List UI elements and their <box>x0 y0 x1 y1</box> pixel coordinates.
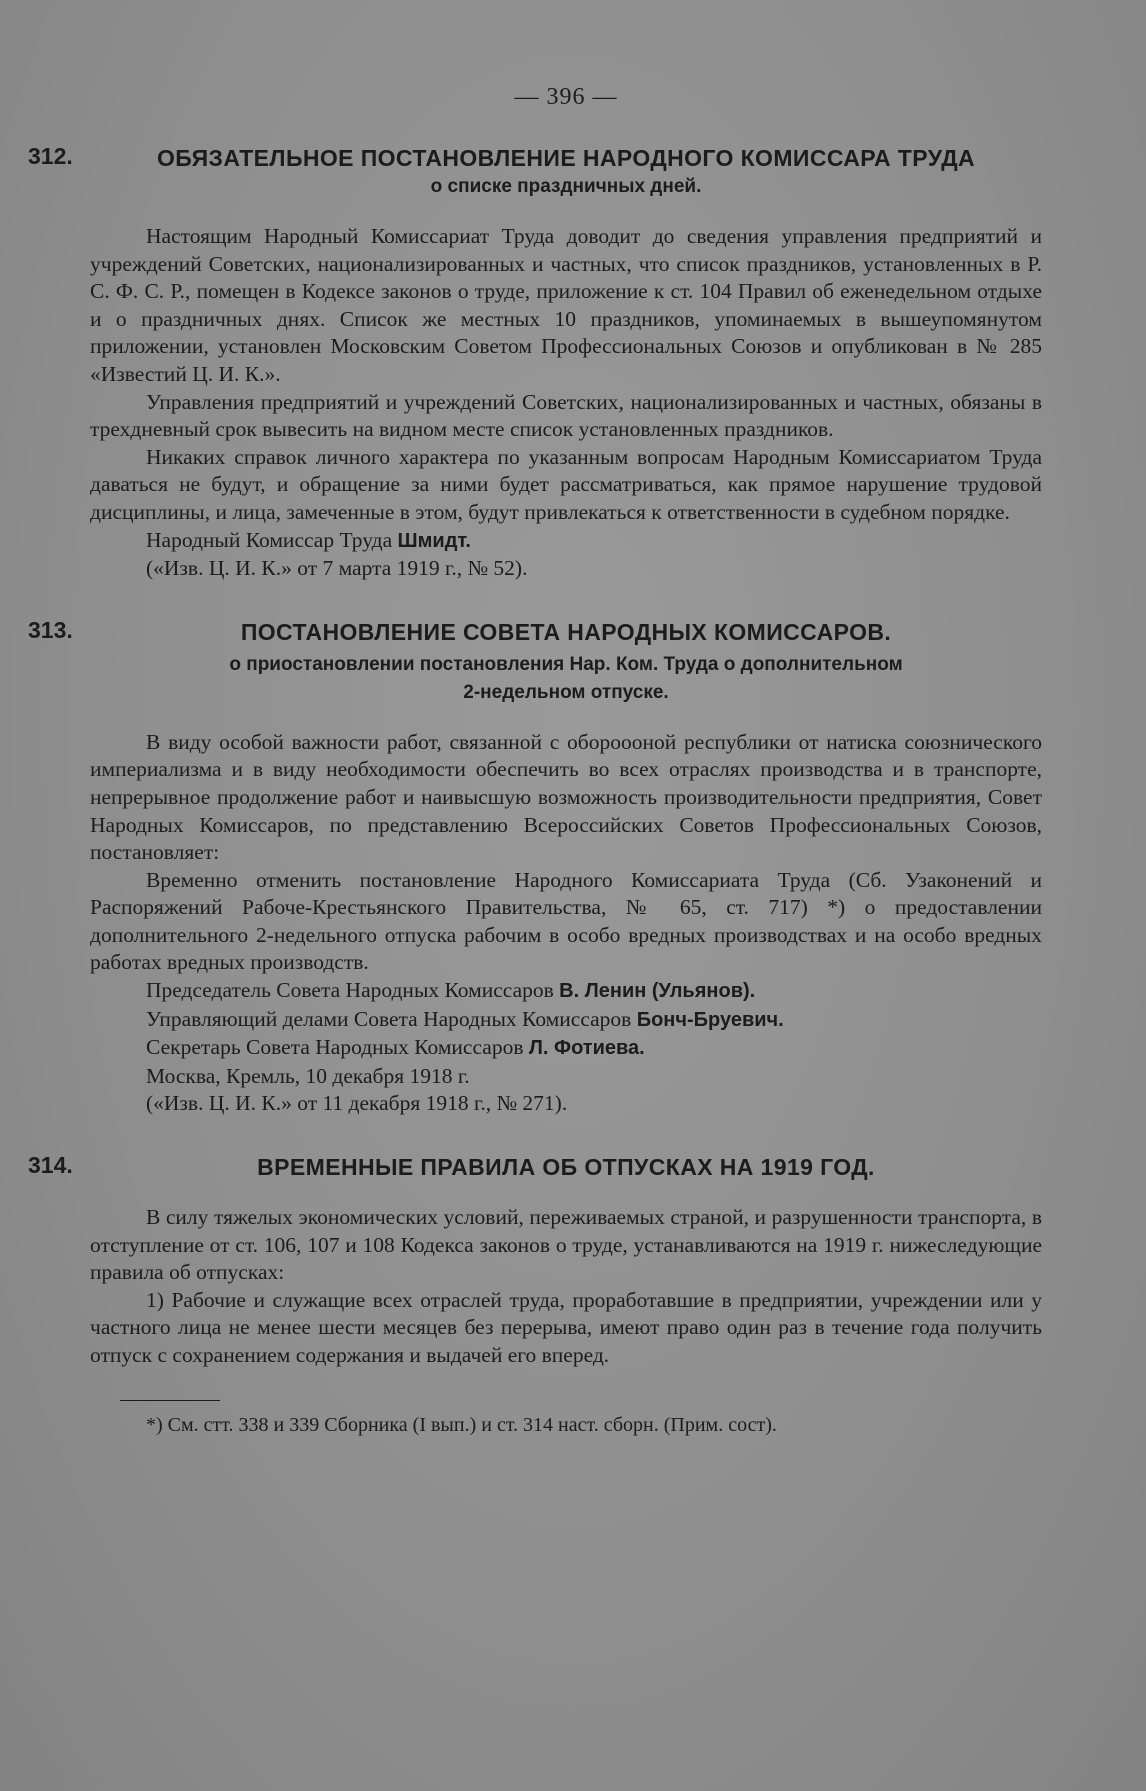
paragraph: В силу тяжелых экономических условий, переживаемых страной, и разрушенности транспорта, в отступление от ст. 106, 107 и 108 Кодекса законов о труде, устанавливаются на 1919 г. нижеследующие правила об отпусках: <box>90 1205 1042 1285</box>
paragraph: Управления предприятий и учреждений Советских, национализированных и частных, обязаны в трехдневный срок вывесить на видном месте список установленных праздников. <box>90 389 1042 442</box>
paragraph: Временно отменить постановление Народного Комиссариата Труда (Сб. Узаконений и Распоряжений Рабоче-Крестьянского Правительства, № 65, ст. 717) *) о предоставлении дополнительного 2-недельного отпуска рабочим в особо вредных производствах и на особо вредных работах вредных производств. <box>90 867 1042 975</box>
source-citation: («Изв. Ц. И. К.» от 11 декабря 1918 г., № 271). <box>146 1091 568 1116</box>
signature-line <box>90 527 1042 556</box>
document-314 <box>28 1152 1042 1370</box>
document-title: ВРЕМЕННЫЕ ПРАВИЛА ОБ ОТПУСКАХ НА 1919 ГОД. <box>257 1154 875 1181</box>
footnote: *) См. стт. 338 и 339 Сборника (I вып.) и ст. 314 наст. сборн. (Прим. сост). <box>146 1413 777 1436</box>
place-date: Москва, Кремль, 10 декабря 1918 г. <box>146 1063 470 1088</box>
signature-line <box>90 977 1042 1006</box>
document-number: 312. <box>28 143 73 169</box>
footnote-divider <box>120 1400 220 1401</box>
paragraph: 1) Рабочие и служащие всех отраслей труда, проработавшие в предприятии, учреждении или у частного лица не менее шести месяцев без перерыва, имеют право один раз в течение года получить отпуск с сохранением содержания и выдачей его вперед. <box>90 1287 1042 1367</box>
document-number: 314. <box>28 1152 73 1179</box>
signature-name: Бонч-Бруевич. <box>636 1008 784 1031</box>
spacer <box>90 593 1042 617</box>
signature-role: Управляющий делами Совета Народных Комиссаров <box>146 1006 632 1031</box>
document-number: 313. <box>28 616 73 643</box>
document-subtitle <box>90 651 1042 707</box>
document-313 <box>28 616 1042 1118</box>
subtitle-line: о приостановлении постановления Нар. Ком. Труда о дополнительном <box>229 653 903 675</box>
spacer <box>90 1128 1042 1152</box>
signature-name: Шмидт. <box>397 529 471 552</box>
signature-line <box>90 1034 1042 1063</box>
paragraph: Настоящим Народный Комиссариат Труда доводит до сведения управления предприятий и учреждений Советских, национализированных и частных, что список праздников, установленных в Р. С. Ф. С. Р., помещен в Кодексе законов о труде, приложение к ст. 104 Правил об еженедельном отдыхе и о праздничных днях. Список же местных 10 праздников, упоминаемых в вышеупомянутом приложении, установлен Московским Советом Профессиональных Союзов и опубликован в № 285 «Известий Ц. И. К.». <box>90 224 1042 386</box>
signature-name: Л. Фотиева. <box>528 1037 645 1060</box>
source-citation: («Изв. Ц. И. К.» от 7 марта 1919 г., № 52). <box>146 556 528 581</box>
signature-role: Секретарь Совета Народных Комиссаров <box>146 1035 524 1060</box>
paragraph: Никаких справок личного характера по указанным вопросам Народным Комиссариатом Труда даваться не будут, и обращение за ними будет рассматриваться, как прямое нарушение трудовой дисциплины, и лица, замеченные в этом, будут привлекаться к ответственности в судебном порядке. <box>90 444 1042 524</box>
document-title: ОБЯЗАТЕЛЬНОЕ ПОСТАНОВЛЕНИЕ НАРОДНОГО КОМИССАРА ТРУДА <box>156 145 976 171</box>
signature-line <box>90 1006 1042 1035</box>
document-312 <box>28 143 1042 583</box>
signature-role: Председатель Совета Народных Комиссаров <box>146 978 554 1003</box>
document-subtitle: о списке праздничных дней. <box>430 176 702 197</box>
page-number: — 396 — <box>514 84 618 110</box>
document-title: ПОСТАНОВЛЕНИЕ СОВЕТА НАРОДНЫХ КОМИССАРОВ. <box>240 618 892 645</box>
subtitle-line: 2-недельном отпуске. <box>463 681 669 703</box>
signature-name: В. Ленин (Ульянов). <box>559 980 756 1003</box>
signature-role: Народный Комиссар Труда <box>146 527 393 552</box>
paragraph: В виду особой важности работ, связанной с обороооной республики от натиска союзнического империализма и в виду необходимости обеспечить во всех отраслях производства и в транспорте, непрерывное продолжение работ и наивысшую возможность производительности предприятия, Совет Народных Комиссаров, по представлению Всероссийских Советов Профессиональных Союзов, постановляет: <box>90 729 1042 865</box>
